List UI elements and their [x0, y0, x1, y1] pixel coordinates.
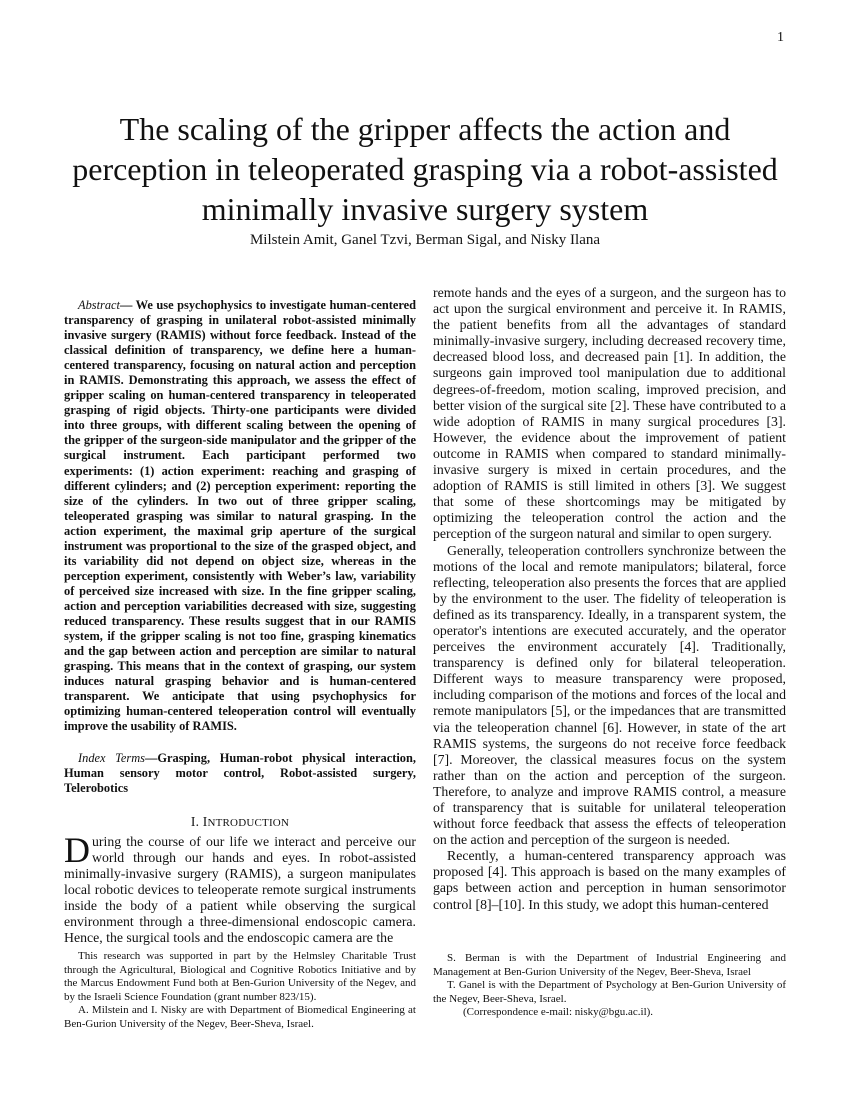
- section-heading-introduction: [64, 814, 416, 830]
- affiliation-footnote-3: T. Ganel is with the Department of Psychology at Ben-Gurion University of the Negev, Beer-Sheva, Israel.: [433, 979, 786, 1005]
- section-initial: I: [202, 813, 208, 829]
- abstract-text: — We use psychophysics to investigate human-centered transparency of grasping in unilateral robot-assisted minimally invasive surgery (RAMIS) without force feedback. Instead of the classical definition of transparency, we define here a human-centered transparency, focusing on natural action and perception in RAMIS. Demonstrating this approach, we assess the effect of gripper scaling on human-centered transparency in teleoperated grasping of rigid objects. Thirty-one participants were divided into three groups, with different scaling between the opening of the gripper of the surgeon-side manipulator and the gripper of the surgical instrument. Each participant performed two experiments: (1) action experiment: reaching and grasping of different cylinders; and (2) perception experiment: reporting the size of the cylinders. In two out of three gripper scaling, teleoperated grasping was similar to natural grasping. In the action experiment, the maximal grip aperture of the surgical instrument was proportional to the size of the grasped object, and its variability did not depend on object size, whereas in the perception experiment, consistently with Weber’s law, variability of perceived size increased with size. In the fine gripper scaling, action and perception variabilities decreased with size, suggesting reduced transparency. These results suggest that in our RAMIS system, if the gripper scaling is not too fine, grasping kinematics and the gap between action and perception are similar to natural grasping. This means that in the context of grasping, our system induces natural grasping behavior and is human-centered transparent. We anticipate that using psychophysics for optimizing human-centered teleoperation control will eventually improve the usability of RAMIS.: [64, 298, 416, 734]
- section-numeral: I.: [190, 813, 200, 829]
- introduction-text: uring the course of our life we interact and perceive our world through our hands and eyes. In robot-assisted minimally-invasive surgery (RAMIS), a surgeon manipulates local robotic devices to teleoperate remote surgical instruments inside the body of a patient while observing the surgical environment through a three-dimensional endoscopic camera. Hence, the surgical tools and the endoscopic camera are the: [64, 833, 416, 946]
- page-number: 1: [777, 30, 784, 45]
- paper-title: The scaling of the gripper affects the action and perception in teleoperated grasping via a robot-assisted minimally invasive surgery system: [72, 111, 778, 228]
- index-terms: [64, 751, 416, 796]
- index-terms-label: Index Terms: [78, 751, 145, 766]
- funding-footnote: This research was supported in part by the Helmsley Charitable Trust through the Agricultural, Biological and Cognitive Robotics Initiative and by the Marcus Endowment Fund both at Ben-Gurion University of the Negev, and by the Israeli Science Foundation (grant number 823/15).: [64, 950, 416, 1003]
- introduction-paragraph: [64, 829, 416, 947]
- left-column: [64, 298, 416, 946]
- abstract-label: Abstract: [78, 298, 120, 312]
- affiliation-footnote-1: A. Milstein and I. Nisky are with Department of Biomedical Engineering at Ben-Gurion University of the Negev, Beer-Sheva, Israel.: [64, 1004, 416, 1030]
- right-column: [433, 285, 786, 913]
- footnotes-right: [433, 952, 786, 1020]
- abstract: [64, 298, 416, 734]
- author-list: Milstein Amit, Ganel Tzvi, Berman Sigal, and Nisky Ilana: [249, 232, 601, 248]
- footnotes-left: [64, 950, 416, 1032]
- affiliation-footnote-2: S. Berman is with the Department of Industrial Engineering and Management at Ben-Gurion University of the Negev, Beer-Sheva, Israel: [433, 952, 786, 978]
- paragraph-1: remote hands and the eyes of a surgeon, and the surgeon has to act upon the surgical environment and perceive it. In RAMIS, the patient benefits from all the advantages of standard minimally-invasive surgery, including decreased recovery time, decreased blood loss, and decreased pain [1]. In addition, the surgeons gain improved tool manipulation due to additional degrees-of-freedom, motion scaling, improved precision, and better vision of the surgical site [2]. These have contributed to a wide adoption of RAMIS in many surgical procedures [3]. However, the evidence about the improvement of patient outcome in RAMIS when compared to standard minimally-invasive surgery is mixed in certain procedures, and the adoption of RAMIS is still limited in others [3]. We suggest that some of these shortcomings may be mitigated by optimizing the teleoperation control the action and the perception of the surgeon natural and similar to open surgery.: [433, 285, 786, 542]
- correspondence-email: (Correspondence e-mail: nisky@bgu.ac.il).: [463, 1006, 654, 1019]
- section-title-rest: NTRODUCTION: [207, 816, 290, 829]
- index-terms-text: —Grasping, Human-robot physical interaction, Human sensory motor control, Robot-assisted surgery, Telerobotics: [64, 751, 416, 796]
- paragraph-3: Recently, a human-centered transparency approach was proposed [4]. This approach is based on the many examples of gaps between action and perception in human sensorimotor control [8]–[10]. In this study, we adopt this human-centered: [433, 848, 786, 912]
- drop-cap: D: [64, 829, 90, 870]
- paragraph-2: Generally, teleoperation controllers synchronize between the motions of the local and remote manipulators; bilateral, force reflecting, teleoperation also presents the forces that are applied by the environment to the user. The fidelity of teleoperation is defined as its transparency. Ideally, in a transparent system, the operator's intentions are executed accurately, and the operator perceives the environment accurately [4]. Traditionally, transparency is defined only for bilateral teleoperation. Different ways to measure transparency were proposed, including comparison of the motions and forces of the local and remote manipulators [5], or the impedances that are transmitted via the teleoperation channel [6]. However, in state of the art RAMIS systems, the surgeons do not receive force feedback [7]. Moreover, the classical measures focus on the system rather than on the action and perception of the surgeon. Therefore, to analyze and improve RAMIS control, a measure of transparency that is suitable for unilateral teleoperation without force feedback that assess the effects of teleoperation on the action and perception of the surgeon is needed.: [433, 542, 786, 848]
